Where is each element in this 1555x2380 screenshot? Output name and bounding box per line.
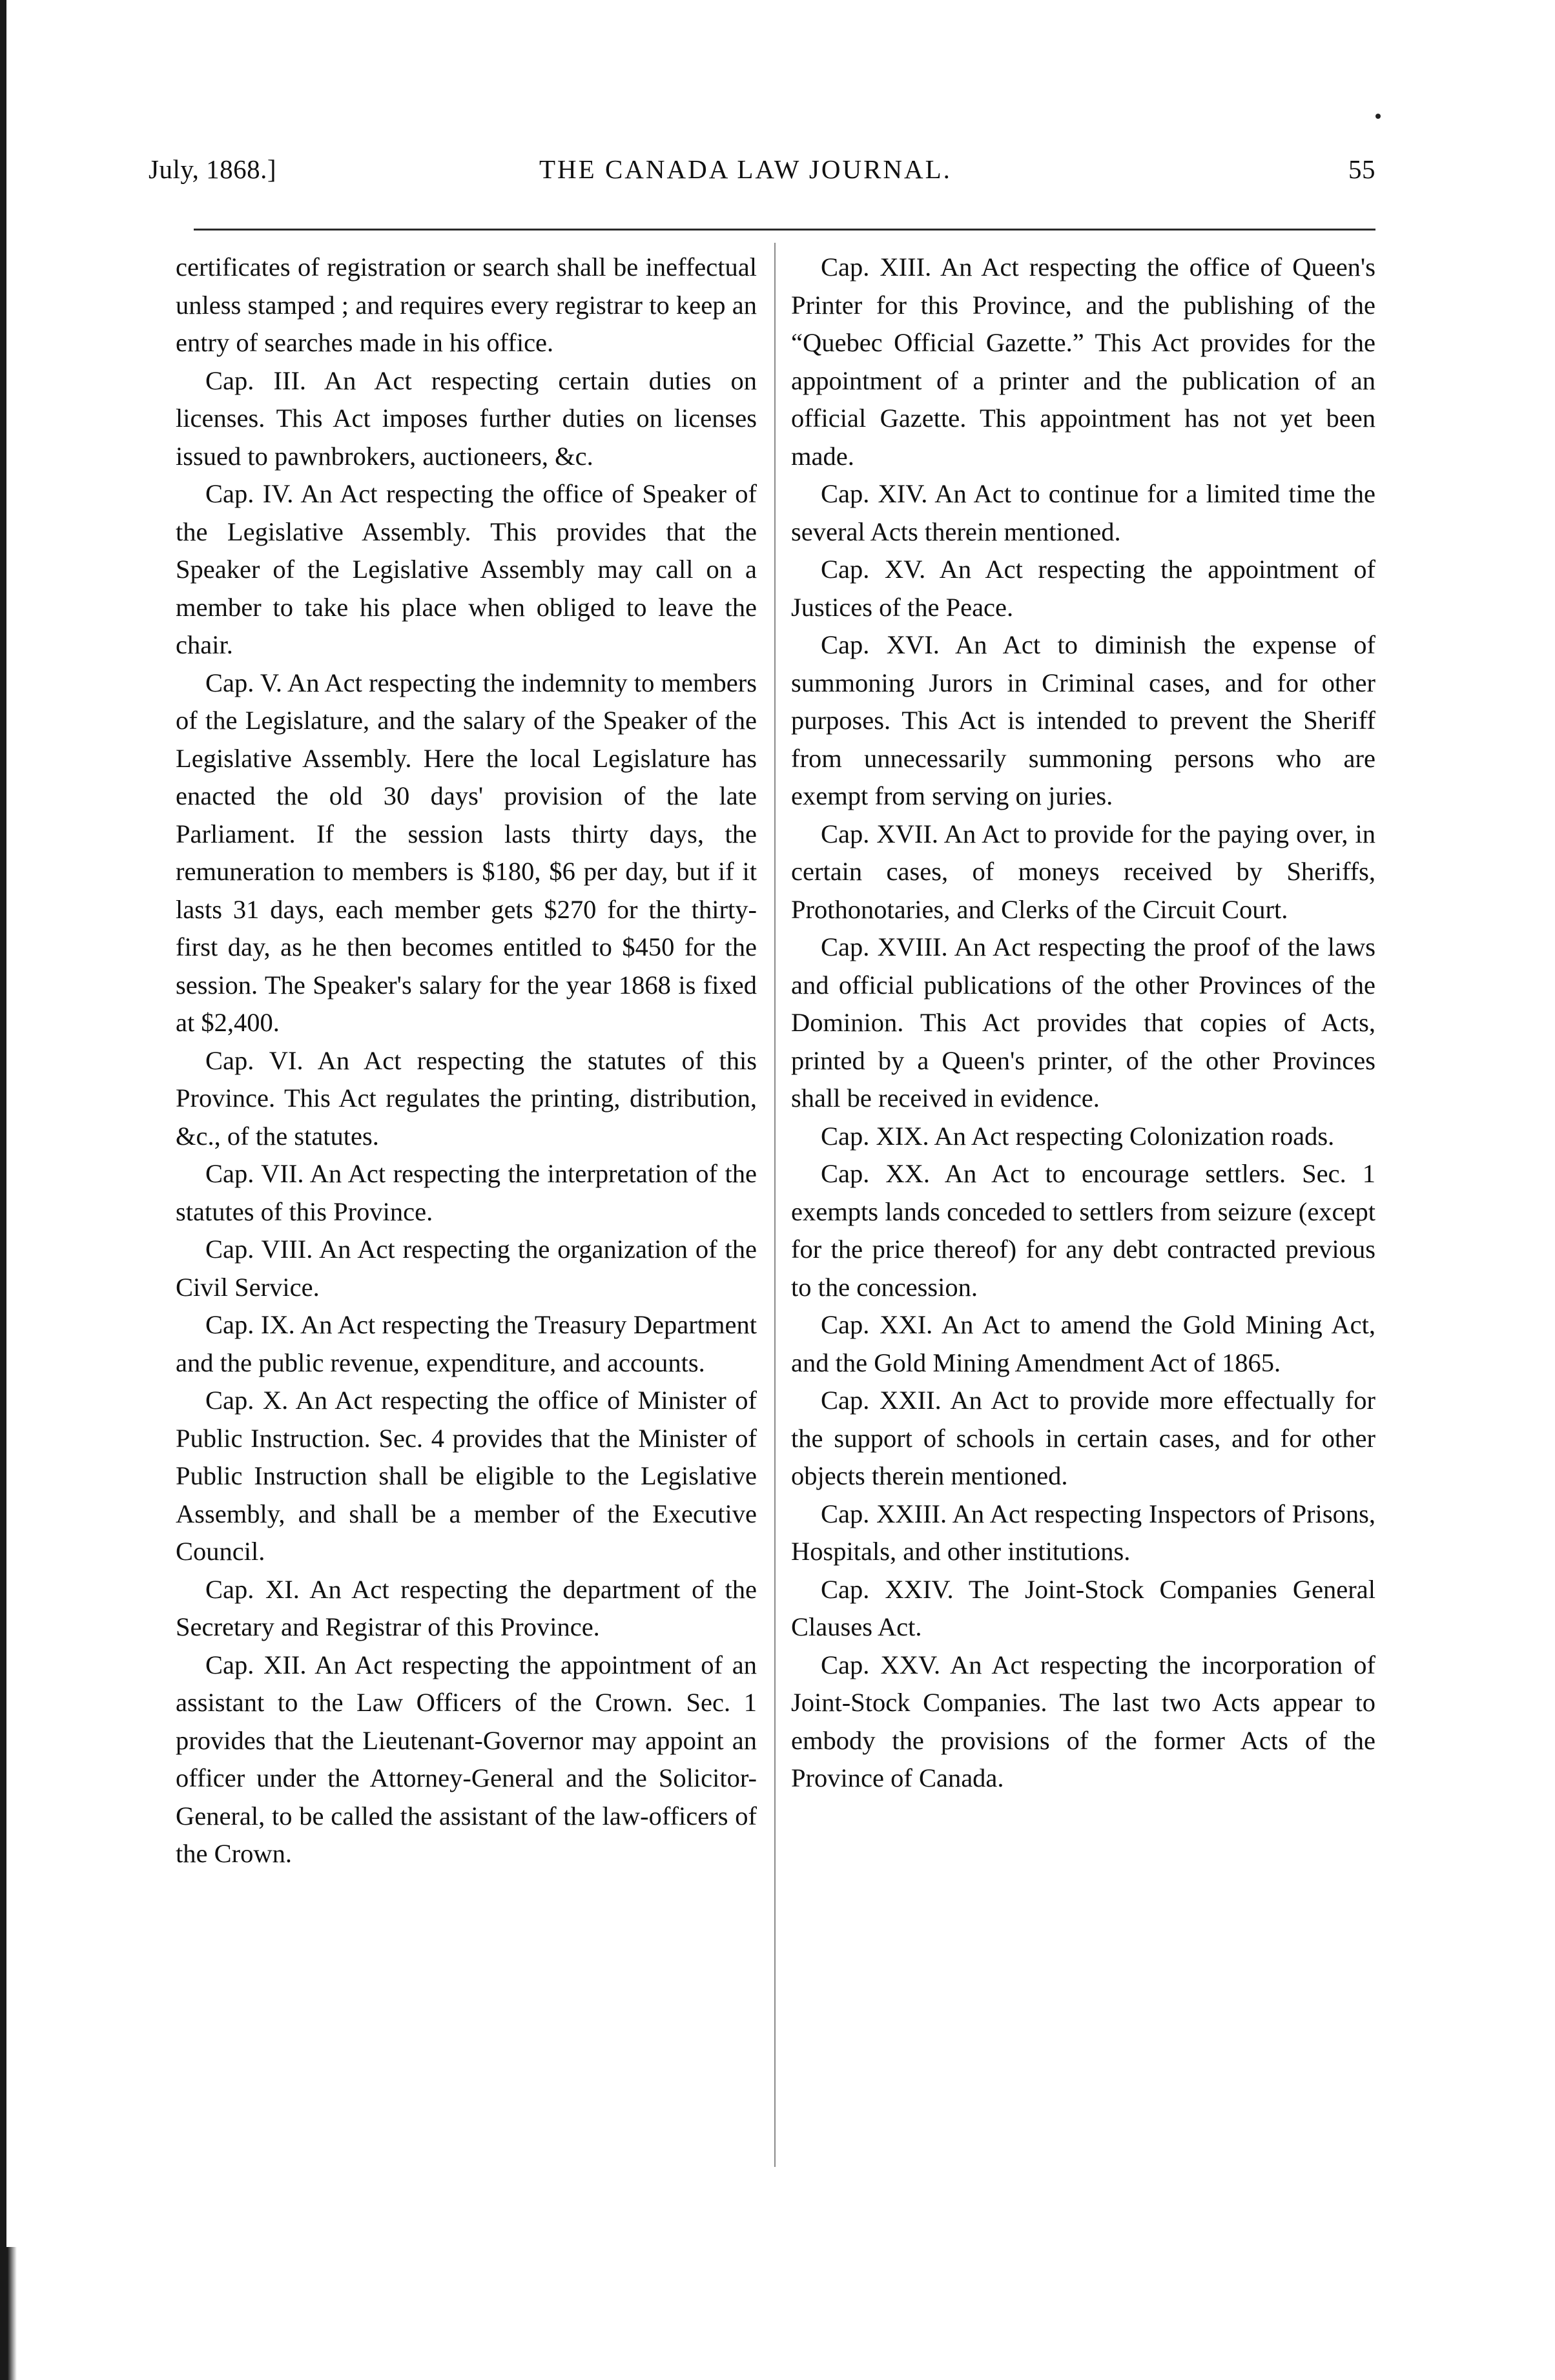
paragraph: Cap. III. An Act respecting certain duties on licenses. This Act imposes further duties on licenses issued to pawnbrokers, auctioneers, &c. xyxy=(176,365,757,471)
paragraph: Cap. XIX. An Act respecting Colonization roads. xyxy=(821,1121,1335,1151)
header-journal-title: THE CANADA LAW JOURNAL. xyxy=(539,154,952,184)
paragraph: Cap. IV. An Act respecting the office of Speaker of the Legislative Assembly. This provides that the Speaker of the Legislative Assembly may call on a member to take his place when obliged to leave the chair. xyxy=(176,479,757,659)
paragraph: Cap. XIV. An Act to continue for a limited time the several Acts therein mentioned. xyxy=(791,479,1375,546)
paragraph: Cap. XII. An Act respecting the appointment of an assistant to the Law Officers of the Crown. Sec. 1 provides that the Lieutenant-Governor may appoint an officer under the Attorney-General and the Solicitor-General, to be called the assistant of the law-officers of the Crown. xyxy=(176,1650,757,1868)
paragraph: Cap. XI. An Act respecting the department of the Secretary and Registrar of this Province. xyxy=(176,1574,757,1641)
paragraph: Cap. XVI. An Act to diminish the expense of summoning Jurors in Criminal cases, and for other purposes. This Act is intended to prevent the Sheriff from unnecessarily summoning persons who are exempt from serving on juries. xyxy=(791,630,1375,810)
paragraph: Cap. XX. An Act to encourage settlers. Sec. 1 exempts lands conceded to settlers from seizure (except for the price thereof) for any debt contracted previous to the concession. xyxy=(791,1159,1375,1302)
header-date: July, 1868.] xyxy=(149,154,277,184)
paragraph: certificates of registration or search shall be ineffectual unless stamped ; and requires every registrar to keep an entry of searches made in his office. xyxy=(176,252,757,357)
paragraph: Cap. XVIII. An Act respecting the proof of the laws and official publications of the other Provinces of the Dominion. This Act provides that copies of Acts, printed by a Queen's printer, of the other Provinces shall be received in evidence. xyxy=(791,932,1375,1113)
header-page-number: 55 xyxy=(1348,154,1375,184)
column-divider xyxy=(774,243,776,2167)
header-rule xyxy=(194,229,1375,231)
paragraph: Cap. XXV. An Act respecting the incorporation of Joint-Stock Companies. The last two Acts appear to embody the provisions of the former Acts of the Province of Canada. xyxy=(791,1650,1375,1792)
paragraph: Cap. VII. An Act respecting the interpretation of the statutes of this Province. xyxy=(176,1159,757,1226)
paragraph: Cap. XVII. An Act to provide for the paying over, in certain cases, of moneys received by Sheriffs, Prothonotaries, and Clerks of the Circuit Court. xyxy=(791,819,1375,924)
paragraph: Cap. X. An Act respecting the office of Minister of Public Instruction. Sec. 4 provides that the Minister of Public Instruction shall be eligible to the Legislative Assembly, and shall be a member of the Executive Council. xyxy=(176,1386,757,1566)
left-column xyxy=(176,249,757,1873)
paragraph: Cap. V. An Act respecting the indemnity to members of the Legislature, and the salary of the Speaker of the Legislative Assembly. Here the local Legislature has enacted the old 30 days' provision of the late Parliament. If the session lasts thirty days, the remuneration to members is $180, $6 per day, but if it lasts 31 days, each member gets $270 for the thirty-first day, as he then becomes entitled to $450 for the session. The Speaker's salary for the year 1868 is fixed at $2,400. xyxy=(176,668,757,1037)
right-column xyxy=(791,249,1375,1798)
paragraph: Cap. XV. An Act respecting the appointment of Justices of the Peace. xyxy=(791,555,1375,622)
binding-edge xyxy=(0,0,6,2380)
ink-speck xyxy=(1375,114,1381,119)
binding-shadow xyxy=(0,2247,17,2380)
paragraph: Cap. XXII. An Act to provide more effectually for the support of schools in certain cases, and for other objects therein mentioned. xyxy=(791,1386,1375,1490)
paragraph: Cap. VI. An Act respecting the statutes of this Province. This Act regulates the printing, distribution, &c., of the statutes. xyxy=(176,1045,757,1151)
paragraph: Cap. XXIV. The Joint-Stock Companies General Clauses Act. xyxy=(791,1574,1375,1641)
paragraph: Cap. IX. An Act respecting the Treasury Department and the public revenue, expenditure, and accounts. xyxy=(176,1310,757,1377)
paragraph: Cap. XXI. An Act to amend the Gold Mining Act, and the Gold Mining Amendment Act of 1865. xyxy=(791,1310,1375,1377)
paragraph: Cap. VIII. An Act respecting the organization of the Civil Service. xyxy=(176,1235,757,1302)
paragraph: Cap. XXIII. An Act respecting Inspectors of Prisons, Hospitals, and other institutions. xyxy=(791,1499,1375,1566)
paragraph: Cap. XIII. An Act respecting the office of Queen's Printer for this Province, and the publishing of the “Quebec Official Gazette.” This Act provides for the appointment of a printer and the publication of an official Gazette. This appointment has not yet been made. xyxy=(791,252,1375,471)
running-header xyxy=(149,154,1375,192)
